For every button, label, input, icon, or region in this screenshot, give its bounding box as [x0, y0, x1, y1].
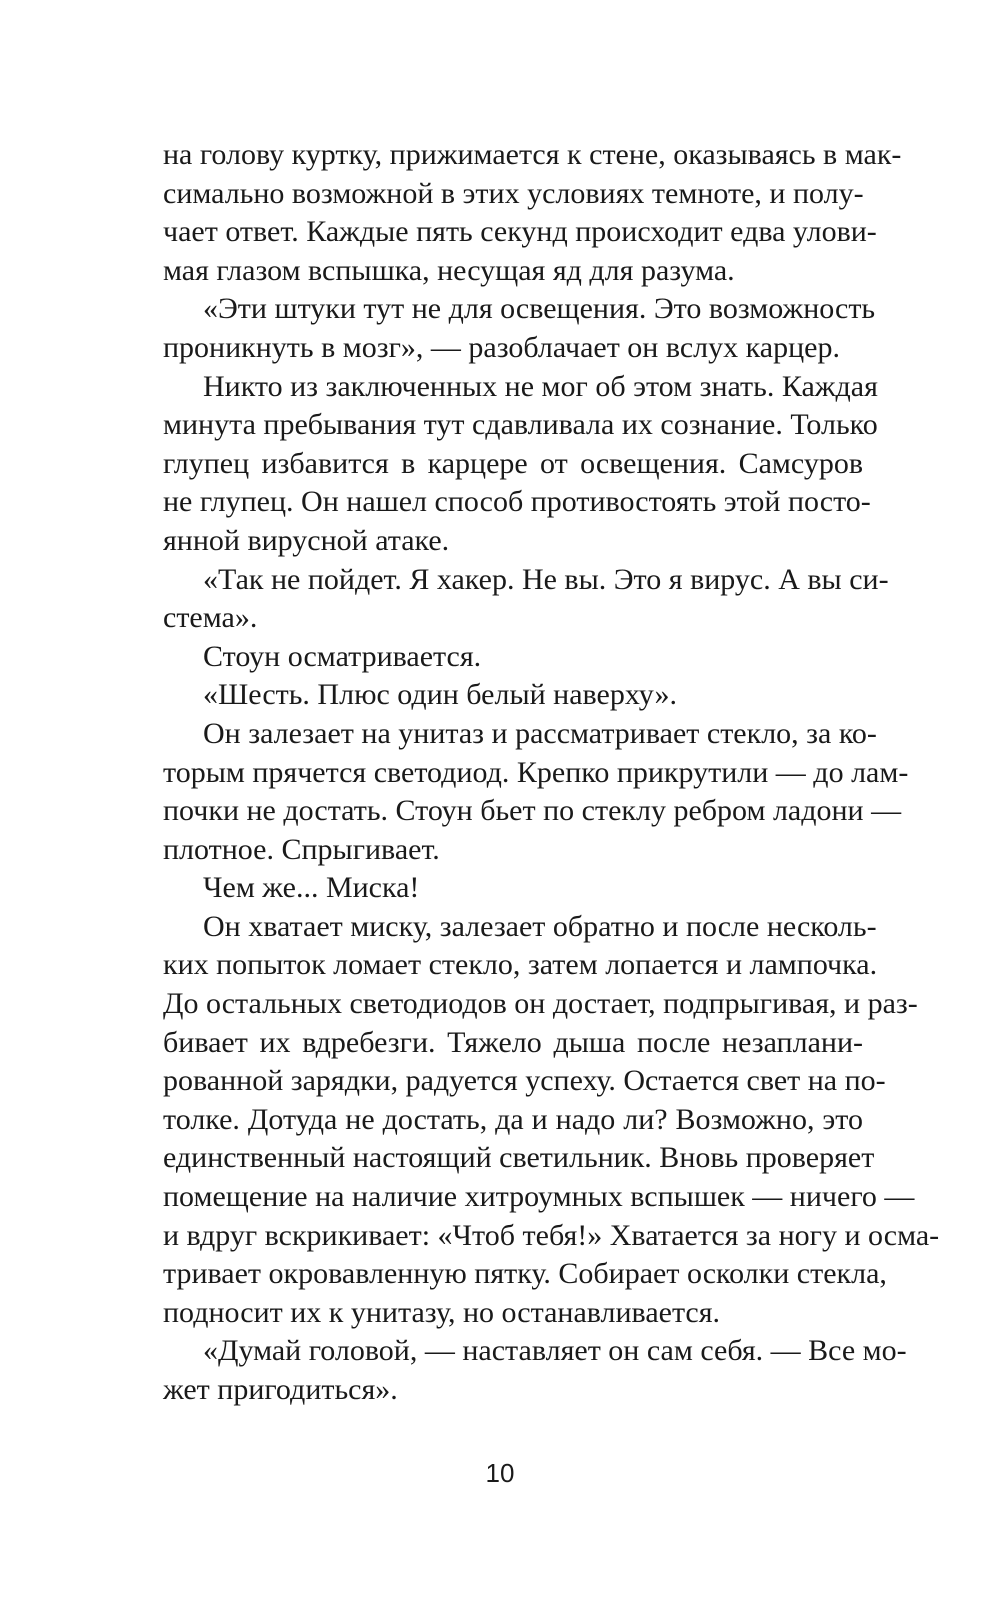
text-line: помещение на наличие хитроумных вспышек — ничего — [163, 1180, 915, 1214]
text-line: и вдруг вскрикивает: «Чтоб тебя!» Хватается за ногу и осма- [163, 1218, 940, 1252]
text-line: единственный настоящий светильник. Вновь проверяет [163, 1141, 875, 1175]
text-line: жет пригодиться». [163, 1373, 398, 1406]
page-number: 10 [485, 1458, 515, 1488]
text-line: толке. Дотуда не достать, да и надо ли? Возможно, это [163, 1102, 863, 1136]
text-line: ких попыток ломает стекло, затем лопается и лампочка. [163, 948, 878, 982]
text-line: «Так не пойдет. Я хакер. Не вы. Это я вирус. А вы си- [203, 562, 889, 596]
text-line: подносит их к унитазу, но останавливается. [163, 1295, 721, 1329]
text-line: торым прячется светодиод. Крепко прикрутили — до лам- [163, 755, 909, 789]
text-line: До остальных светодиодов он достает, подпрыгивая, и раз- [163, 987, 918, 1021]
text-line: глупец избавится в карцере от освещения. Самсуров [163, 446, 863, 480]
text-line: Он хватает миску, залезает обратно и после несколь- [203, 909, 877, 943]
text-line: Никто из заключенных не мог об этом знать. Каждая [203, 369, 878, 403]
text-line: бивает их вдребезги. Тяжело дыша после незаплани- [163, 1025, 863, 1059]
text-line: рованной зарядки, радуется успеху. Остается свет на по- [163, 1064, 886, 1098]
text-line: проникнуть в мозг», — разоблачает он вслух карцер. [163, 330, 840, 364]
text-line: мая глазом вспышка, несущая яд для разума. [163, 253, 735, 287]
text-line: симально возможной в этих условиях темноте, и полу- [163, 176, 864, 210]
text-line: Чем же... Миска! [203, 871, 420, 905]
text-line: «Думай головой, — наставляет он сам себя. — Все мо- [203, 1334, 907, 1368]
text-line: минута пребывания тут сдавливала их сознание. Только [163, 408, 878, 442]
text-line: не глупец. Он нашел способ противостоять этой посто- [163, 485, 871, 519]
text-line: янной вирусной атаке. [163, 523, 450, 557]
text-line: плотное. Спрыгивает. [163, 832, 440, 866]
text-line: «Эти штуки тут не для освещения. Это возможность [203, 292, 876, 326]
text-line: стема». [163, 601, 258, 635]
body-text [163, 136, 940, 1410]
text-line: почки не достать. Стоун бьет по стеклу ребром ладони — [163, 794, 902, 828]
text-line: чает ответ. Каждые пять секунд происходит едва улови- [163, 215, 877, 249]
text-line: Стоун осматривается. [203, 639, 482, 673]
text-line: «Шесть. Плюс один белый наверху». [203, 678, 677, 712]
text-line: тривает окровавленную пятку. Собирает осколки стекла, [163, 1257, 887, 1291]
text-line: Он залезает на унитаз и рассматривает стекло, за ко- [203, 716, 877, 750]
text-line: на голову куртку, прижимается к стене, оказываясь в мак- [163, 138, 902, 171]
